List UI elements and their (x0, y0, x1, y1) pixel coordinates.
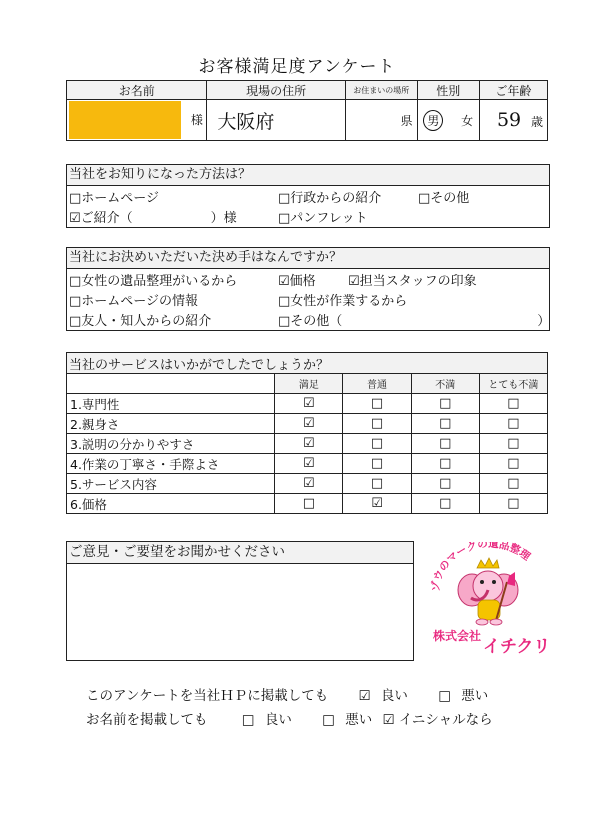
table-row (67, 434, 548, 454)
rating-checkbox[interactable]: □ (411, 434, 479, 454)
q2-option-female-staff[interactable]: □女性の遺品整理がいるから (69, 274, 238, 289)
rating-checkbox-checked[interactable]: ☑ (275, 434, 343, 454)
table-row (67, 394, 548, 414)
consent-name-no-label: 悪い (345, 712, 373, 728)
checkbox-checked[interactable]: ☑ (69, 211, 81, 226)
checkbox[interactable]: □ (69, 294, 82, 309)
gender-male-circled[interactable]: 男 (423, 110, 443, 131)
rating-checkbox[interactable]: □ (343, 434, 411, 454)
consent-name-text: お名前を掲載しても (86, 712, 208, 728)
comments-box (66, 541, 414, 661)
page-title: お客様満足度アンケート (198, 57, 396, 77)
age-value: 59 (496, 109, 522, 131)
rating-checkbox[interactable]: □ (343, 454, 411, 474)
site-address-value: 大阪府 (217, 110, 275, 133)
elephant-mascot-icon (425, 542, 550, 662)
table-row (67, 494, 548, 514)
gender-female[interactable]: 女 (461, 113, 474, 128)
col-address-sub-header: お住まいの場所 (345, 81, 417, 100)
col-age-header: ご年齢 (479, 81, 547, 100)
checkbox[interactable]: □ (69, 314, 82, 329)
name-cell[interactable] (67, 100, 207, 141)
comments-heading: ご意見・ご要望をお聞かせください (67, 542, 413, 564)
checkbox-checked[interactable]: ☑ (348, 274, 360, 289)
rating-checkbox[interactable]: □ (343, 394, 411, 414)
checkbox[interactable]: □ (418, 191, 431, 206)
q2-option-friend-referral[interactable]: □友人・知人からの紹介 (69, 314, 212, 329)
q3-heading: 当社のサービスはいかがでしたでしょうか？ (67, 353, 548, 374)
q2-heading: 当社にお決めいただいた決め手はなんですか？ (67, 248, 549, 269)
consent-name-yes-label: 良い (264, 712, 292, 728)
age-suffix: 歳 (530, 115, 543, 129)
rating-header: 不満 (411, 374, 479, 394)
rating-checkbox[interactable]: □ (479, 394, 547, 414)
consent-name-row (86, 708, 493, 728)
rating-checkbox[interactable]: □ (411, 394, 479, 414)
rating-checkbox[interactable]: □ (479, 494, 547, 514)
table-row (67, 414, 548, 434)
col-gender-header: 性別 (417, 81, 479, 100)
rating-checkbox[interactable]: □ (343, 414, 411, 434)
service-item-label: 4.作業の丁寧さ・手際よさ (67, 454, 275, 474)
service-item-label: 6.価格 (67, 494, 275, 514)
rating-checkbox[interactable]: □ (411, 494, 479, 514)
q1-heading: 当社をお知りになった方法は？ (67, 165, 549, 186)
customer-info-table (66, 80, 548, 141)
logo-arc-text: ゾウのマークの遺品整理 (429, 542, 533, 593)
q2-option-other[interactable]: □その他（ ） (278, 314, 551, 329)
rating-checkbox[interactable]: □ (411, 454, 479, 474)
consent-survey-no-label: 悪い (461, 688, 489, 704)
q2-box (66, 247, 550, 331)
rating-checkbox[interactable]: □ (479, 454, 547, 474)
col-name-header: お名前 (67, 81, 207, 100)
rating-checkbox-checked[interactable]: ☑ (275, 394, 343, 414)
service-item-label: 5.サービス内容 (67, 474, 275, 494)
consent-survey-no-checkbox[interactable]: □ (438, 688, 451, 704)
q2-option-women-work[interactable]: □女性が作業するから (278, 294, 408, 309)
service-item-label: 3.説明の分かりやすさ (67, 434, 275, 454)
service-rating-table (66, 352, 548, 514)
q2-option-price[interactable]: ☑価格 (278, 274, 316, 289)
rating-checkbox[interactable]: □ (411, 474, 479, 494)
q2-option-staff-impression[interactable]: ☑担当スタッフの印象 (348, 274, 477, 289)
consent-name-initial-label: イニシャルなら (398, 712, 493, 728)
q1-option-government[interactable]: □行政からの紹介 (278, 191, 382, 206)
col-address-header: 現場の住所 (207, 81, 346, 100)
honorific: 様 (190, 112, 203, 127)
rating-checkbox[interactable]: □ (343, 474, 411, 494)
checkbox[interactable]: □ (278, 191, 291, 206)
rating-checkbox-checked[interactable]: ☑ (275, 474, 343, 494)
service-item-label: 1.専門性 (67, 394, 275, 414)
rating-checkbox-checked[interactable]: ☑ (275, 454, 343, 474)
logo-brand: イチクリ (483, 637, 550, 657)
rating-checkbox[interactable]: □ (479, 414, 547, 434)
age-cell[interactable] (479, 100, 547, 141)
company-logo (425, 542, 550, 662)
table-row (67, 474, 548, 494)
rating-header: とても不満 (479, 374, 547, 394)
rating-checkbox[interactable]: □ (411, 414, 479, 434)
consent-survey-row (86, 684, 488, 704)
table-row (67, 454, 548, 474)
gender-cell[interactable] (417, 100, 479, 141)
checkbox[interactable]: □ (278, 294, 291, 309)
checkbox[interactable]: □ (278, 211, 291, 226)
rating-checkbox[interactable]: □ (479, 434, 547, 454)
consent-name-initial-checkbox[interactable]: ☑ (382, 712, 395, 728)
logo-company: 株式会社 (433, 629, 482, 643)
q2-option-homepage-info[interactable]: □ホームページの情報 (69, 294, 199, 309)
checkbox[interactable]: □ (69, 191, 82, 206)
consent-survey-yes-label: 良い (380, 688, 408, 704)
comments-area[interactable] (67, 564, 413, 660)
checkbox[interactable]: □ (278, 314, 291, 329)
rating-checkbox[interactable]: □ (479, 474, 547, 494)
rating-header: 満足 (275, 374, 343, 394)
name-redaction (69, 101, 181, 139)
consent-survey-yes-checkbox[interactable]: ☑ (358, 688, 371, 704)
residence-cell[interactable] (345, 100, 417, 141)
consent-name-yes-checkbox[interactable]: □ (241, 712, 255, 728)
checkbox-checked[interactable]: ☑ (278, 274, 290, 289)
q1-option-referral[interactable]: ☑ご紹介（ ）様 (69, 211, 237, 226)
service-item-label: 2.親身さ (67, 414, 275, 434)
checkbox[interactable]: □ (69, 274, 82, 289)
consent-name-no-checkbox[interactable]: □ (322, 712, 335, 728)
rating-header: 普通 (343, 374, 411, 394)
rating-checkbox-checked[interactable]: ☑ (275, 414, 343, 434)
rating-checkbox-checked[interactable]: ☑ (343, 494, 411, 514)
site-address-cell[interactable] (207, 100, 346, 141)
q1-option-pamphlet[interactable]: □パンフレット (278, 211, 368, 226)
prefecture-suffix: 県 (400, 113, 413, 128)
rating-checkbox[interactable]: □ (275, 494, 343, 514)
q1-box (66, 164, 550, 228)
consent-survey-text: このアンケートを当社ＨＰに掲載しても (86, 688, 329, 704)
q1-option-other[interactable]: □その他 (418, 191, 470, 206)
q1-option-homepage[interactable]: □ホームページ (69, 191, 160, 206)
